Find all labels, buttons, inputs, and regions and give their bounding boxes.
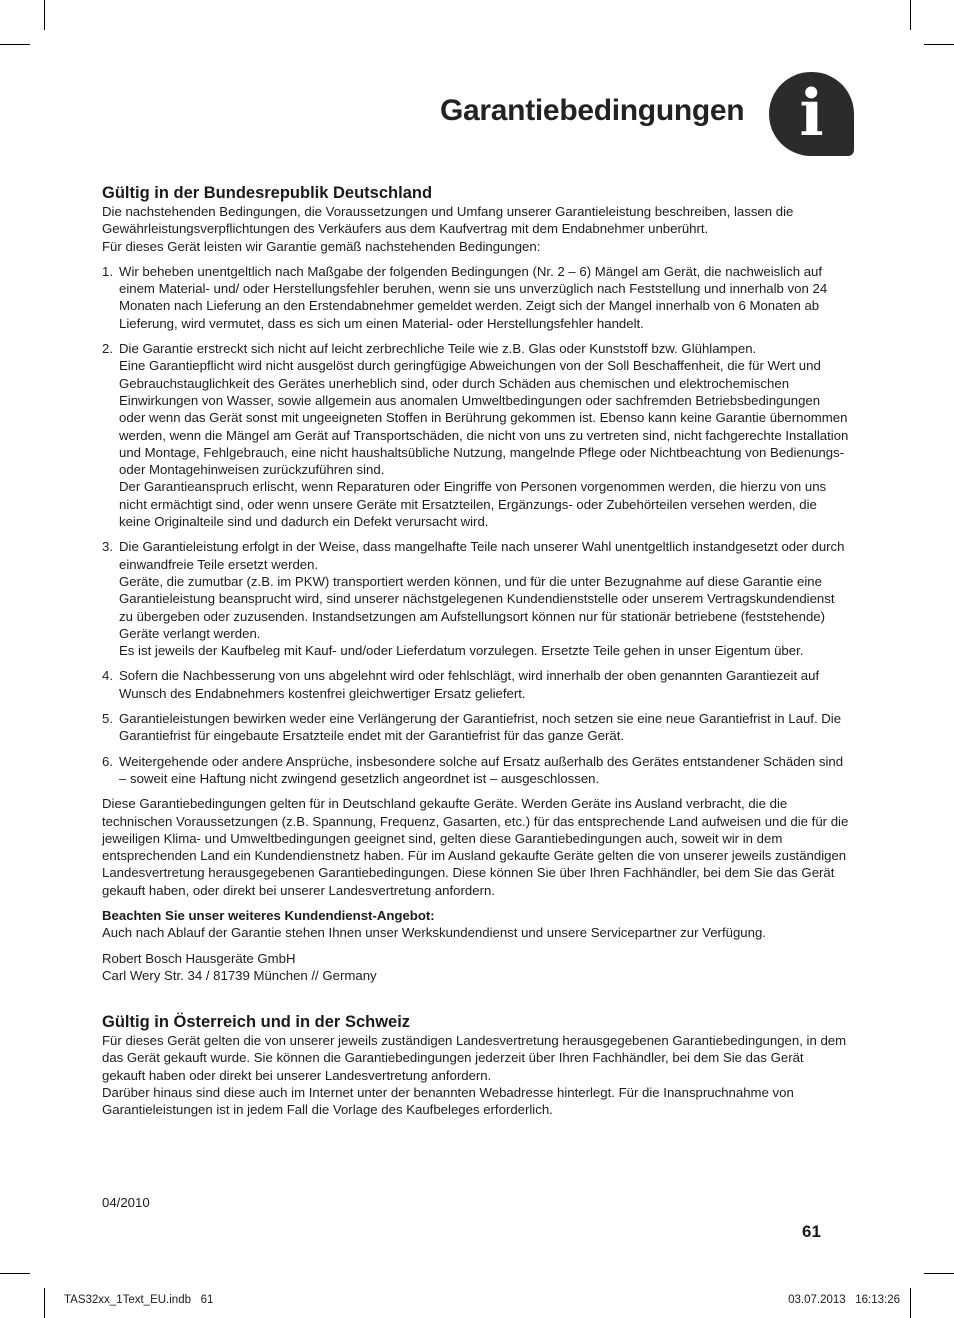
list-item <box>102 710 850 745</box>
item-paragraph: Wir beheben unentgeltlich nach Maßgabe der folgenden Bedingungen (Nr. 2 – 6) Mängel am Gerät, die nachweislich auf einem Material- und/ oder Herstellungsfehler beruhen, wenn sie uns unverzüglich nach Feststellung und innerhalb von 24 Monaten nach Lieferung an den Erstendabnehmer gemeldet werden. Zeigt sich der Mangel innerhalb von 6 Monaten ab Lieferung, wird vermutet, dass es sich um einen Material- oder Herstellungsfehler handelt. <box>119 263 828 331</box>
page-title: Garantiebedingungen <box>440 94 745 127</box>
crop-mark <box>924 44 954 45</box>
intro-paragraph: Die nachstehenden Bedingungen, die Voraussetzungen und Umfang unserer Garantieleistung beschreiben, lassen die Gewährleistungsverpflichtungen des Verkäufers aus dem Kaufvertrag mit dem Endabnehmer unberührt. <box>102 204 794 237</box>
page-number: 61 <box>802 1222 821 1241</box>
crop-mark <box>910 0 911 30</box>
item-paragraph: Eine Garantiepflicht wird nicht ausgelöst durch geringfügige Abweichungen von der Soll Beschaffenheit, die für Wert und Gebrauchstauglichkeit des Gerätes unerheblich sind, oder durch Schäden aus chemischen und elektrochemischen Einwirkungen von Wasser, sowie allgemein aus anomalen Umweltbedingungen oder sachfremden Betriebsbedingungen oder wenn das Gerät sonst mit ungeeigneten Stoffen in Berührung gekommen ist. Ebenso kann keine Garantie übernommen werden, wenn die Mängel am Gerät auf Transportschäden, die nicht von uns zu vertreten sind, nicht fachgerechte Installation und Montage, Fehlgebrauch, eine nicht haushaltsübliche Nutzung, mangelnde Pflege oder Nichtbeachtung von Bedienungs- oder Montagehinweisen zurückzuführen sind. <box>119 358 849 478</box>
crop-mark <box>0 1273 30 1274</box>
item-number: 6. <box>102 753 113 769</box>
crop-mark <box>0 44 30 45</box>
section-heading-austria-switzerland: Gültig in Österreich und in der Schweiz <box>102 1013 411 1032</box>
print-timestamp: 03.07.2013 16:13:26 <box>788 1294 900 1306</box>
section-austria-switzerland <box>102 1012 850 1118</box>
item-paragraph: Weitergehende oder andere Ansprüche, insbesondere solche auf Ersatz außerhalb des Gerätes entstandener Schäden sind – soweit eine Haftung nicht zwingend gesetzlich angeordnet ist – ausgeschlossen. <box>119 753 844 786</box>
service-offer <box>102 907 850 942</box>
list-item <box>102 667 850 702</box>
item-paragraph: Geräte, die zumutbar (z.B. im PKW) transportiert werden können, und für die unter Bezugnahme auf diese Garantie eine Garantieleistung beansprucht wird, sind unserer nächstgelegenen Kundendienststelle oder unserem Vertragskundendienst zu übergeben oder zuzusenden. Instandsetzungen am Aufstellungsort können nur für stationär betriebene (feststehende) Geräte verlangt werden. <box>119 573 835 641</box>
print-file-info: TAS32xx_1Text_EU.indb 61 <box>64 1294 214 1306</box>
section-heading-germany: Gültig in der Bundesrepublik Deutschland <box>102 184 433 202</box>
main-content <box>102 183 850 1119</box>
info-badge-glyph: i <box>799 76 824 151</box>
crop-mark <box>44 0 45 30</box>
closing-paragraph: Diese Garantiebedingungen gelten für in Deutschland gekaufte Geräte. Werden Geräte ins Ausland verbracht, die die technischen Voraussetzungen (z.B. Spannung, Frequenz, Gasarten, etc.) für das entsprechende Land aufweisen und die für die jeweiligen Klima- und Umweltbedingungen geeignet sind, gelten diese Garantiebedingungen auch, soweit wir in dem entsprechenden Land ein Kundendienstnetz haben. Für im Ausland gekaufte Geräte gelten die von unserer jeweils zuständigen Landesvertretung herausgegebenen Garantiebedingungen. Diese können Sie über Ihren Fachhändler, bei dem Sie das Gerät gekauft haben, oder direkt bei unserer Landesvertretung anfordern. <box>102 796 849 898</box>
section-paragraph: Darüber hinaus sind diese auch im Internet unter der benannten Webadresse hinterlegt. Für die Inanspruchnahme von Garantieleistungen ist in jedem Fall die Vorlage des Kaufbeleges erforderlich. <box>102 1085 794 1118</box>
crop-mark <box>910 1288 911 1318</box>
item-paragraph: Die Garantieleistung erfolgt in der Weise, dass mangelhafte Teile nach unserer Wahl unentgeltlich instandgesetzt oder durch einwandfreie Teile ersetzt werden. <box>119 539 845 572</box>
company-address <box>102 950 850 985</box>
conditions-list <box>102 263 850 787</box>
company-street: Carl Wery Str. 34 / 81739 München // Germany <box>102 967 377 983</box>
intro-paragraph: Für dieses Gerät leisten wir Garantie gemäß nachstehenden Bedingungen: <box>102 238 541 254</box>
date-code: 04/2010 <box>102 1195 150 1210</box>
item-paragraph: Es ist jeweils der Kaufbeleg mit Kauf- und/oder Lieferdatum vorzulegen. Ersetzte Teile gehen in unser Eigentum über. <box>119 643 804 659</box>
item-paragraph: Garantieleistungen bewirken weder eine Verlängerung der Garantiefrist, noch setzen sie eine neue Garantiefrist in Lauf. Die Garantiefrist für eingebaute Ersatzteile endet mit der Garantiefrist für das ganze Gerät. <box>119 711 842 744</box>
info-icon <box>769 72 854 156</box>
crop-mark <box>44 1288 45 1318</box>
item-number: 1. <box>102 263 113 279</box>
section-paragraph: Für dieses Gerät gelten die von unserer jeweils zuständigen Landesvertretung herausgegebenen Garantiebedingungen, in dem das Gerät gekauft wurde. Sie können die Garantiebedingungen jederzeit über Ihren Fachhändler, bei dem Sie das Gerät gekauft haben oder direkt bei unserer Landesvertretung anfordern. <box>102 1033 847 1083</box>
service-heading: Beachten Sie unser weiteres Kundendienst-Angebot: <box>102 907 435 923</box>
list-item <box>102 538 850 659</box>
item-number: 5. <box>102 711 113 727</box>
service-text: Auch nach Ablauf der Garantie stehen Ihnen unser Werkskundendienst und unsere Servicepartner zur Verfügung. <box>102 925 766 941</box>
item-paragraph: Die Garantie erstreckt sich nicht auf leicht zerbrechliche Teile wie z.B. Glas oder Kunststoff bzw. Glühlampen. <box>119 341 757 357</box>
item-number: 3. <box>102 539 113 555</box>
item-paragraph: Sofern die Nachbesserung von uns abgelehnt wird oder fehlschlägt, wird innerhalb der oben genannten Garantiezeit auf Wunsch des Endabnehmers kostenfrei gleichwertiger Ersatz geliefert. <box>119 668 820 701</box>
crop-mark <box>924 1273 954 1274</box>
item-number: 2. <box>102 341 113 357</box>
company-name: Robert Bosch Hausgeräte GmbH <box>102 950 296 966</box>
item-number: 4. <box>102 668 113 684</box>
list-item <box>102 340 850 530</box>
item-paragraph: Der Garantieanspruch erlischt, wenn Reparaturen oder Eingriffe von Personen vorgenommen werden, die hierzu von uns nicht ermächtigt sind, oder wenn unsere Geräte mit Ersatzteilen, Ergänzungs- oder Zubehörteilen versehen werden, die keine Originalteile sind und dadurch ein Defekt verursacht wird. <box>119 479 827 530</box>
list-item <box>102 263 850 332</box>
list-item <box>102 753 850 788</box>
